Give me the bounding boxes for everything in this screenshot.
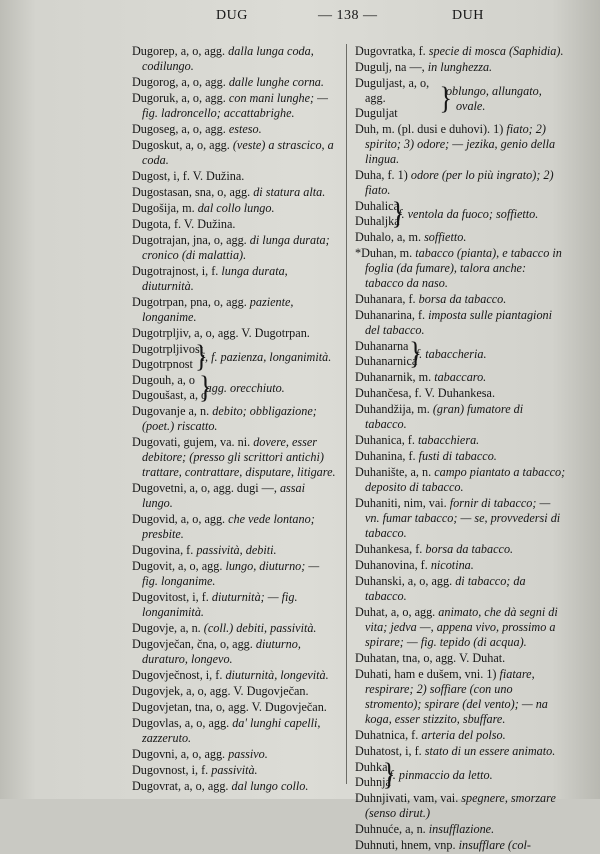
entry-headword: Duhanovina, f. bbox=[355, 558, 428, 572]
brace-icon: } bbox=[439, 80, 452, 116]
dictionary-entry bbox=[355, 449, 567, 464]
entry-gloss: f. ventola da fuoco; soffietto. bbox=[398, 206, 539, 221]
entry-gloss: con mani lunghe; — fig. ladroncello; accattabrighe. bbox=[142, 91, 328, 120]
entry-gloss: dalla lunga coda, codilungo. bbox=[142, 44, 314, 73]
entry-gloss: assai lungo. bbox=[142, 481, 305, 510]
entry-gloss: che vede lontano; presbite. bbox=[142, 512, 315, 541]
dictionary-entry bbox=[132, 435, 338, 480]
entry-headword: Duguljast, a, o, agg. bbox=[355, 76, 430, 105]
entry-gloss: dal lungo collo. bbox=[228, 779, 309, 793]
dictionary-entry bbox=[355, 605, 567, 650]
dictionary-entry bbox=[355, 246, 567, 291]
dictionary-entry bbox=[355, 122, 567, 167]
brace-icon: } bbox=[195, 339, 208, 374]
entry-headword: Duhnuti, hnem, vnp. bbox=[355, 838, 456, 852]
entry-headword: Duhanara, f. bbox=[355, 292, 416, 306]
entry-headword: Dugovje, a, n. bbox=[132, 621, 201, 635]
dictionary-entry bbox=[355, 402, 567, 432]
entry-headword: Duhalica bbox=[355, 199, 399, 213]
entry-headword: Dugorep, a, o, agg. bbox=[132, 44, 226, 58]
brace-icon: } bbox=[199, 370, 212, 405]
entry-headword: Duhanarina, f. bbox=[355, 308, 426, 322]
dictionary-entry bbox=[132, 264, 338, 294]
dictionary-entry bbox=[132, 138, 338, 168]
entry-headword: Dugovanje a, n. bbox=[132, 404, 210, 418]
page-header bbox=[0, 8, 600, 28]
entry-headword: Duhatost, i, f. bbox=[355, 744, 422, 758]
entry-headword: Duhnja bbox=[355, 775, 391, 789]
page-number: — 138 — bbox=[318, 8, 378, 23]
column-divider bbox=[346, 44, 347, 784]
entry-gloss: stato di un essere animato. bbox=[421, 744, 556, 758]
entry-gloss: dovere, esser debitore; (presso gli scrittori antichi) trattare, contrattare, disputare, litigare. bbox=[142, 435, 336, 479]
dictionary-entry bbox=[355, 496, 567, 541]
entry-gloss: tabacco (pianta), e tabacco in foglia (da fumare), talora anche: tabacco da naso. bbox=[365, 246, 562, 290]
entry-gloss: passività. bbox=[208, 763, 258, 777]
dictionary-entry bbox=[132, 779, 338, 794]
dictionary-entry bbox=[132, 684, 338, 699]
dictionary-entry bbox=[132, 295, 338, 325]
dictionary-entry bbox=[132, 185, 338, 200]
dictionary-entry bbox=[132, 621, 338, 636]
entry-headword: Dugovit, a, o, agg. bbox=[132, 559, 223, 573]
dictionary-entry bbox=[355, 168, 567, 198]
dictionary-entry bbox=[355, 558, 567, 573]
entry-gloss: f. pinmaccio da letto. bbox=[389, 767, 493, 782]
entry-gloss: borsa da tabacco. bbox=[415, 292, 507, 306]
entry-gloss: fusti di tabacco. bbox=[415, 449, 497, 463]
entry-gloss: campo piantato a tabacco; deposito di tabacco. bbox=[365, 465, 566, 494]
bracket-entry bbox=[355, 196, 567, 231]
dictionary-entry bbox=[355, 791, 567, 821]
entry-headword: Duha, f. 1) bbox=[355, 168, 408, 182]
entry-gloss: da' lunghi capelli, zazzeruto. bbox=[142, 716, 321, 745]
entry-gloss: di statura alta. bbox=[250, 185, 326, 199]
entry-gloss: in lunghezza. bbox=[424, 60, 493, 74]
entry-headword: Duhanište, a, n. bbox=[355, 465, 432, 479]
brace-icon: } bbox=[391, 196, 405, 231]
entry-gloss: fiatare, respirare; 2) soffiare (con uno stromento); spirare (del vento); — na koga, esser stizzito, sbuffare. bbox=[365, 667, 548, 726]
entry-headword: *Duhan, m. bbox=[355, 246, 413, 260]
dictionary-entry bbox=[355, 574, 567, 604]
dictionary-entry bbox=[132, 668, 338, 683]
entry-gloss: borsa da tabacco. bbox=[422, 542, 514, 556]
entry-gloss: agg. orecchiuto. bbox=[205, 380, 285, 395]
dictionary-entry bbox=[355, 542, 567, 557]
entry-headword: Duhaljka bbox=[355, 214, 400, 228]
dictionary-entry bbox=[355, 292, 567, 307]
dictionary-entry bbox=[132, 590, 338, 620]
entry-headword: Duguljat bbox=[355, 106, 398, 120]
dictionary-entry bbox=[132, 233, 338, 263]
entry-gloss: paziente, longanime. bbox=[142, 295, 294, 324]
dictionary-entry bbox=[355, 822, 567, 837]
entry-headword: Dugulj, na —, bbox=[355, 60, 425, 74]
entry-gloss: (veste) a strascico, a coda. bbox=[142, 138, 334, 167]
entry-headword: Dugotrpljiv, a, o, agg. V. Dugotrpan. bbox=[132, 326, 310, 340]
dictionary-entry bbox=[355, 667, 567, 727]
left-column bbox=[132, 44, 338, 795]
entry-headword: Dugovječan, čna, o, agg. bbox=[132, 637, 253, 651]
bracket-entry bbox=[355, 336, 567, 371]
entry-headword: Dugovjek, a, o, agg. V. Dugovječan. bbox=[132, 684, 309, 698]
entry-headword: Duhandžija, m. bbox=[355, 402, 430, 416]
entry-headword: Duhnuće, a, n. bbox=[355, 822, 426, 836]
entry-headword: Dugovina, f. bbox=[132, 543, 194, 557]
entry-gloss: dalle lunghe corna. bbox=[225, 75, 324, 89]
entry-headword: Dugoskut, a, o, agg. bbox=[132, 138, 230, 152]
entry-gloss: imposta sulle piantagioni del tabacco. bbox=[365, 308, 553, 337]
entry-headword: Dugošija, m. bbox=[132, 201, 195, 215]
dictionary-entry bbox=[132, 169, 338, 184]
entry-headword: Duhanina, f. bbox=[355, 449, 416, 463]
dictionary-entry bbox=[355, 433, 567, 448]
entry-gloss: nicotina. bbox=[427, 558, 474, 572]
entry-gloss: i, f. pazienza, longanimità. bbox=[201, 349, 332, 364]
dictionary-entry bbox=[132, 75, 338, 90]
entry-headword: Duhalo, a, m. bbox=[355, 230, 422, 244]
entry-gloss: esteso. bbox=[225, 122, 262, 136]
entry-gloss: oblungo, allungato, ovale. bbox=[445, 83, 542, 113]
entry-headword: Dugorog, a, o, agg. bbox=[132, 75, 226, 89]
dictionary-entry bbox=[132, 512, 338, 542]
entry-headword: Dugovječnost, i, f. bbox=[132, 668, 223, 682]
entry-headword: Dugovrat, a, o, agg. bbox=[132, 779, 229, 793]
entry-gloss: di tabacco; da tabacco. bbox=[365, 574, 526, 603]
entry-headword: Dugovlas, a, o, agg. bbox=[132, 716, 230, 730]
dictionary-entry bbox=[355, 386, 567, 401]
dictionary-entry bbox=[132, 201, 338, 216]
entry-headword: Duhatnica, f. bbox=[355, 728, 419, 742]
entry-gloss: di lunga durata; cronico (di malattia). bbox=[142, 233, 330, 262]
entry-headword: Dugotrpljivost bbox=[132, 342, 204, 356]
header-left-guideword: DUG bbox=[216, 8, 248, 23]
entry-gloss: lungo, diuturno; — fig. longanime. bbox=[142, 559, 320, 588]
entry-gloss: diuturnità; — fig. longanimità. bbox=[142, 590, 298, 619]
entry-gloss: diuturno, duraturo, longevo. bbox=[142, 637, 301, 666]
right-column bbox=[355, 44, 567, 854]
dictionary-entry bbox=[132, 543, 338, 558]
bracket-entry bbox=[132, 370, 338, 405]
entry-gloss: odore (per lo più ingrato); 2) fiato. bbox=[365, 168, 554, 197]
entry-headword: Dugotrpnost bbox=[132, 357, 193, 371]
entry-gloss: fornir di tabacco; — vn. fumar tabacco; — se, provvedersi di tabacco. bbox=[365, 496, 561, 540]
entry-headword: Duhanarna bbox=[355, 339, 409, 353]
dictionary-entry bbox=[132, 637, 338, 667]
entry-gloss: insufflare (col- bbox=[455, 838, 531, 852]
entry-gloss: soffietto. bbox=[421, 230, 467, 244]
entry-headword: Dugovitost, i, f. bbox=[132, 590, 209, 604]
entry-headword: Dugotrpan, pna, o, agg. bbox=[132, 295, 247, 309]
entry-headword: Duhaniti, nim, vai. bbox=[355, 496, 447, 510]
entry-headword: Dugovjetan, tna, o, agg. V. Dugovječan. bbox=[132, 700, 327, 714]
entry-gloss: arteria del polso. bbox=[418, 728, 506, 742]
entry-gloss: lunga durata, diuturnità. bbox=[142, 264, 288, 293]
dictionary-entry bbox=[355, 370, 567, 385]
entry-headword: Dugovratka, f. bbox=[355, 44, 426, 58]
entry-gloss: (coll.) debiti, passività. bbox=[200, 621, 317, 635]
dictionary-entry bbox=[355, 651, 567, 666]
entry-headword: Duhančesa, f. V. Duhankesa. bbox=[355, 386, 496, 400]
entry-headword: Dugostasan, sna, o, agg. bbox=[132, 185, 251, 199]
brace-icon: } bbox=[382, 757, 396, 792]
entry-headword: Dugovni, a, o, agg. bbox=[132, 747, 226, 761]
dictionary-entry bbox=[355, 308, 567, 338]
entry-headword: Duh, m. (pl. dusi e duhovi). 1) bbox=[355, 122, 504, 136]
entry-headword: Duhnjivati, vam, vai. bbox=[355, 791, 459, 805]
entry-gloss: fiato; 2) spirito; 3) odore; — jezika, genio della lingua. bbox=[365, 122, 556, 166]
entry-headword: Dugovid, a, o, agg. bbox=[132, 512, 226, 526]
entry-gloss: (gran) fumatore di tabacco. bbox=[365, 402, 524, 431]
entry-gloss: dal collo lungo. bbox=[194, 201, 275, 215]
brace-icon: } bbox=[409, 336, 422, 371]
dictionary-entry bbox=[132, 716, 338, 746]
entry-headword: Dugoseg, a, o, agg. bbox=[132, 122, 226, 136]
dictionary-entry bbox=[132, 559, 338, 589]
dictionary-entry bbox=[132, 122, 338, 137]
entry-headword: Duhankesa, f. bbox=[355, 542, 423, 556]
entry-gloss: insufflazione. bbox=[425, 822, 495, 836]
entry-gloss: debito; obbligazione; (poet.) riscatto. bbox=[142, 404, 317, 433]
dictionary-entry bbox=[355, 44, 567, 59]
dictionary-entry bbox=[132, 404, 338, 434]
entry-headword: Duhanski, a, o, agg. bbox=[355, 574, 453, 588]
dictionary-entry bbox=[355, 465, 567, 495]
entry-gloss: f. tabaccheria. bbox=[415, 346, 487, 361]
entry-headword: Dugovetni, a, o, agg. dugi —, bbox=[132, 481, 277, 495]
entry-headword: Dugota, f. V. Dužina. bbox=[132, 217, 236, 231]
dictionary-entry bbox=[132, 700, 338, 715]
dictionary-entry bbox=[132, 217, 338, 232]
entry-gloss: tabaccaro. bbox=[431, 370, 487, 384]
dictionary-entry bbox=[355, 230, 567, 245]
entry-headword: Duhka bbox=[355, 760, 388, 774]
entry-headword: Dugoušast, a, o bbox=[132, 388, 208, 402]
entry-headword: Dugovati, gujem, va. ni. bbox=[132, 435, 251, 449]
entry-headword: Duhanarnica bbox=[355, 354, 418, 368]
dictionary-entry bbox=[132, 91, 338, 121]
dictionary-entry bbox=[132, 44, 338, 74]
header-right-guideword: DUH bbox=[452, 8, 484, 23]
entry-headword: Duhanica, f. bbox=[355, 433, 415, 447]
bracket-entry bbox=[355, 76, 567, 121]
dictionary-entry bbox=[132, 747, 338, 762]
entry-gloss: tabacchiera. bbox=[414, 433, 480, 447]
entry-headword: Duhatan, tna, o, agg. V. Duhat. bbox=[355, 651, 506, 665]
entry-headword: Dugovnost, i, f. bbox=[132, 763, 209, 777]
entry-headword: Dugouh, a, o bbox=[132, 373, 195, 387]
bracket-entry bbox=[355, 757, 567, 792]
bracket-entry bbox=[132, 339, 338, 374]
entry-gloss: spegnere, smorzare (senso dirut.) bbox=[365, 791, 556, 820]
entry-gloss: diuturnità, longevità. bbox=[222, 668, 329, 682]
entry-headword: Dugotrajan, jna, o, agg. bbox=[132, 233, 247, 247]
entry-gloss: passivo. bbox=[225, 747, 268, 761]
entry-gloss: passività, debiti. bbox=[193, 543, 277, 557]
entry-headword: Dugoruk, a, o, agg. bbox=[132, 91, 226, 105]
entry-headword: Dugost, i, f. V. Dužina. bbox=[132, 169, 245, 183]
entry-headword: Duhati, ham e dušem, vni. 1) bbox=[355, 667, 497, 681]
entry-headword: Dugotrajnost, i, f. bbox=[132, 264, 219, 278]
dictionary-entry bbox=[132, 326, 338, 341]
dictionary-entry bbox=[355, 60, 567, 75]
entry-gloss: specie di mosca (Saphidia). bbox=[425, 44, 564, 58]
dictionary-entry bbox=[355, 728, 567, 743]
dictionary-entry bbox=[132, 763, 338, 778]
entry-headword: Duhanarnik, m. bbox=[355, 370, 432, 384]
dictionary-entry bbox=[355, 838, 567, 853]
dictionary-entry bbox=[132, 481, 338, 511]
entry-gloss: animato, che dà segni di vita; jedva —, appena vivo, prossimo a spirare; — fig. tepido (di acqua). bbox=[365, 605, 558, 649]
entry-headword: Duhat, a, o, agg. bbox=[355, 605, 436, 619]
